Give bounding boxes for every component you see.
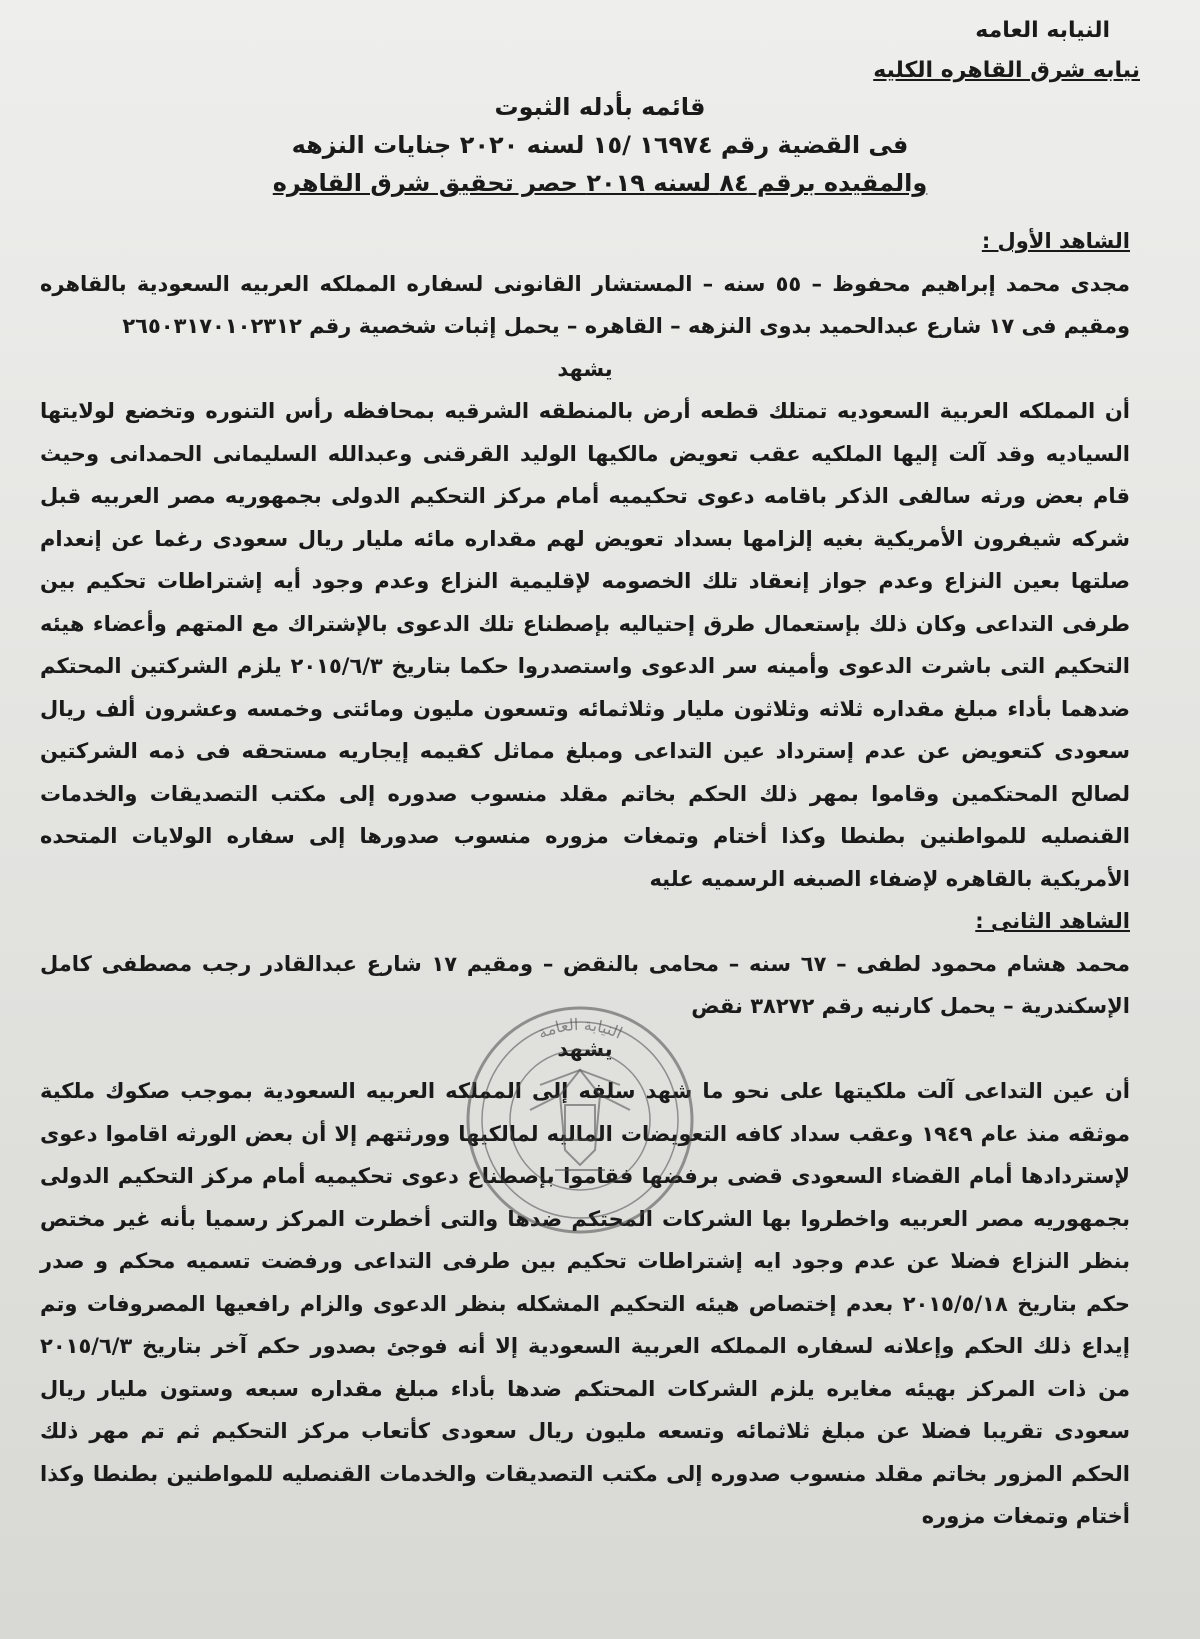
- witness-1-testimony: أن المملكه العربية السعوديه تمتلك قطعه أرض بالمنطقه الشرقيه بمحافظه رأس التنوره وتخضع لولايتها السياديه وقد آلت إليها الملكيه عقب تعويض مالكيها الوليد القرقنى وعبدالله السليمانى الحمدانى وحيث قام بعض ورثه سالفى الذكر باقامه دعوى تحكيميه أمام مركز التحكيم الدولى بجمهوريه مصر العربيه قبل شركه شيفرون الأمريكية بغيه إلزامها بسداد تعويض لهم مقداره مائه مليار ريال سعودى رغما عن إنعدام صلتها بعين النزاع وعدم جواز إنعقاد تلك الخصومه لإقليمية النزاع وعدم وجود أيه إشتراطات تحكيم بين طرفى التداعى وكان ذلك بإستعمال طرق إحتياليه بإصطناع تلك الدعوى بالإشتراك مع المتهم وأعضاء هيئه التحكيم التى باشرت الدعوى وأمينه سر الدعوى واستصدروا حكما بتاريخ ٢٠١٥/٦/٣ يلزم الشركتين المحتكم ضدهما بأداء مبلغ مقداره ثلاثه وثلاثون مليار وثلاثمائه وتسعون مليون ومائتى وخمسه وعشرون ألف ريال سعودى كتعويض عن عدم إسترداد عين التداعى ومبلغ مماثل كقيمه إيجاريه مستحقه فى ذمه الشركتين لصالح المحتكمين وقاموا بمهر ذلك الحكم بخاتم مقلد منسوب صدوره إلى مكتب التصديقات والخدمات القنصليه للمواطنين بطنطا وكذا أختام وتمغات مزوره منسوب صدورها إلى سفاره الولايات المتحده الأمريكية بالقاهره لإضفاء الصبغه الرسميه عليه: [40, 399, 1130, 891]
- witness-2-identity: محمد هشام محمود لطفى – ٦٧ سنه – محامى بالنقض – ومقيم ١٧ شارع عبدالقادر رجب مصطفى كامل الإسكندرية – يحمل كارنيه رقم ٣٨٢٧٢ نقض: [40, 951, 1131, 1018]
- case-number: فى القضية رقم ١٦٩٧٤ /١٥ لسنه ٢٠٢٠ جنايات النزهه: [291, 131, 909, 159]
- registration-number: والمقيده برقم ٨٤ لسنه ٢٠١٩ حصر تحقيق شرق القاهره: [272, 169, 928, 197]
- witness-1-heading: الشاهد الأول :: [981, 229, 1130, 253]
- document-title: قائمه بأدله الثبوت: [494, 93, 706, 121]
- witness-1-testifies: يشهد: [557, 356, 613, 381]
- document-body: [40, 220, 1130, 1538]
- witness-2-testimony: أن عين التداعى آلت ملكيتها على نحو ما شهد سلفه إلى المملكه العربيه السعودية بموجب صكوك ملكية موثقه منذ عام ١٩٤٩ وعقب سداد كافه التعويضات الماليه لمالكيها وورثتهم إلا أن بعض الورثه اقاموا دعوى لإستردادها أمام القضاء السعودى قضى برفضها فقاموا بإصطناع دعوى تحكيميه أمام مركز التحكيم الدولى بجمهوريه مصر العربيه واخطروا بها الشركات المحتكم ضدها والتى أخطرت المركز رسميا بأنه غير مختص بنظر النزاع فضلا عن عدم وجود ايه إشتراطات تحكيم بين طرفى التداعى ورفضت تسميه محكم و صدر حكم بتاريخ ٢٠١٥/٥/١٨ بعدم إختصاص هيئه التحكيم المشكله بنظر الدعوى والزام رافعيها المصروفات وتم إيداع ذلك الحكم وإعلانه لسفاره المملكه العربية السعودية إلا أنه فوجئ بصدور حكم آخر بتاريخ ٢٠١٥/٦/٣ من ذات المركز بهيئه مغايره يلزم الشركات المحتكم ضدها بأداء مبلغ مقداره سبعه وستون مليار ريال سعودى تقريبا فضلا عن مبلغ ثلاثمائه وتسعه مليون ريال سعودى كأتعاب مركز التحكيم ثم تم مهر ذلك الحكم المزور بخاتم مقلد منسوب صدوره إلى مكتب التصديقات والخدمات القنصليه للمواطنين بطنطا وكذا أختام وتمغات مزوره: [40, 1079, 1130, 1528]
- document-titles: [0, 88, 1200, 202]
- witness-1-identity: مجدى محمد إبراهيم محفوظ – ٥٥ سنه – المستشار القانونى لسفاره المملكه العربيه السعودية بالقاهره ومقيم فى ١٧ شارع عبدالحميد بدوى النزهه – القاهره – يحمل إثبات شخصية رقم ٢٦٥٠٣١٧٠١٠٢٣١٢: [40, 271, 1130, 338]
- witness-2-testifies: يشهد: [557, 1036, 613, 1061]
- seal-text: النيابة العامة: [534, 1014, 626, 1043]
- prosecution-office: نيابه شرق القاهره الكليه: [873, 58, 1140, 83]
- department-name: النيابه العامه: [975, 18, 1110, 43]
- witness-2-heading: الشاهد الثانى :: [975, 909, 1130, 933]
